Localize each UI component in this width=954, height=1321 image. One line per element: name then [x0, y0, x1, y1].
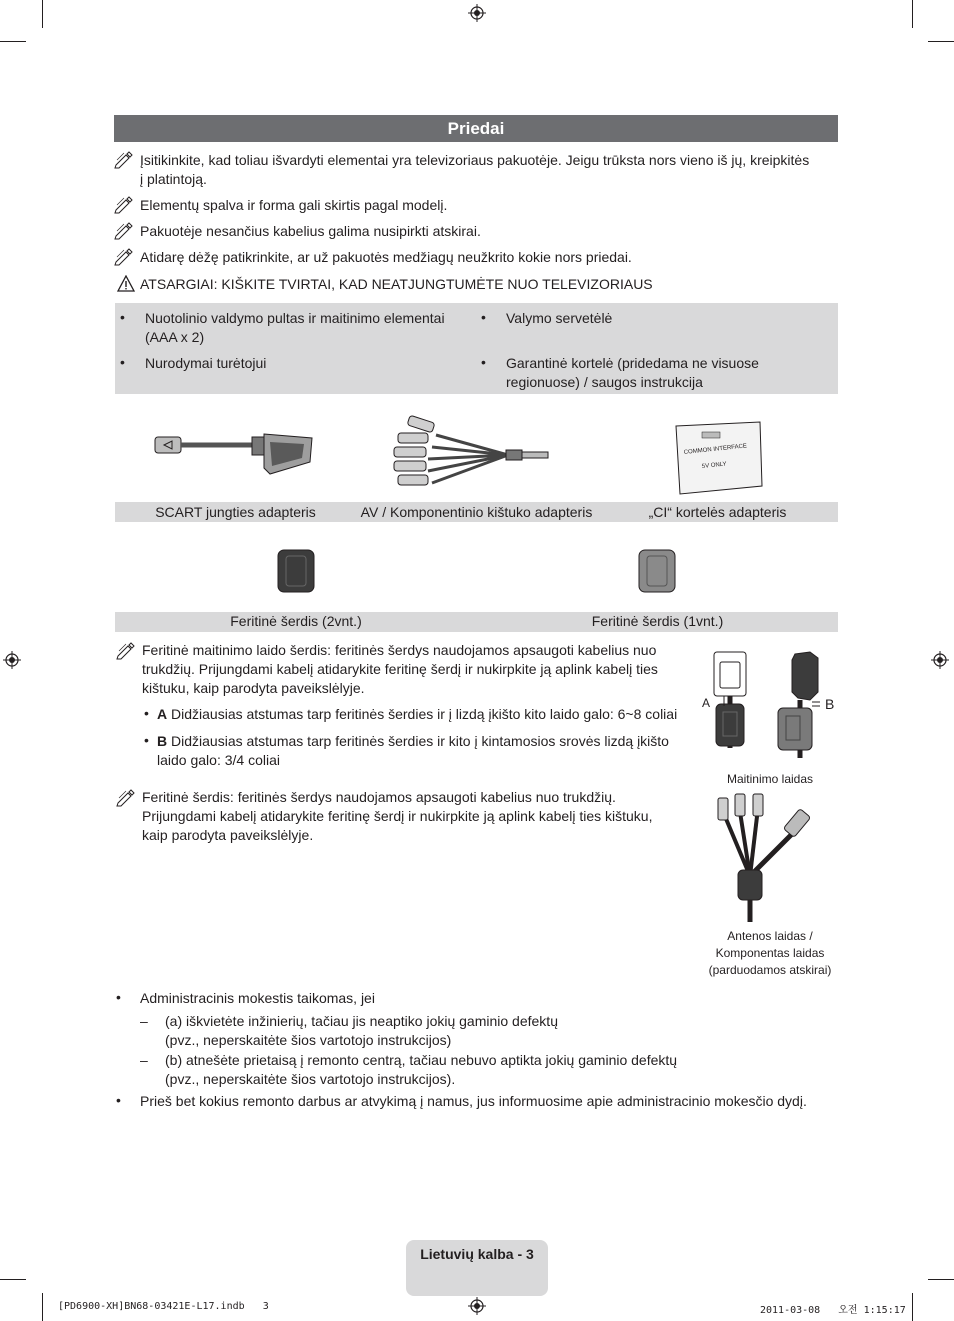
crop-mark — [912, 0, 913, 28]
note-text: Elementų spalva ir forma gali skirtis pagal modelį. — [140, 197, 448, 213]
caution-text: ATSARGIAI: KIŠKITE TVIRTAI, KAD NEATJUNGTUMĖTE NUO TELEVIZORIAUS — [140, 276, 653, 292]
pencil-note-icon — [114, 220, 136, 240]
registration-mark-icon — [468, 1297, 486, 1315]
adapter-caption: AV / Komponentinio kištuko adapteris — [360, 504, 593, 520]
note-text: Įsitikinkite, kad toliau išvardyti elementai yra televizoriaus pakuotėje. Jeigu trūksta nors vieno iš jų, kreipkitės — [140, 152, 810, 168]
bullet: • — [116, 989, 121, 1005]
warning-triangle-icon — [117, 275, 135, 292]
ferrite-note-line: kaip parodyta paveikslėlyje. — [142, 827, 314, 843]
fees-item — [165, 1051, 677, 1089]
bullet: • — [481, 354, 486, 370]
ferrite-note-line: Feritinė maitinimo laido šerdis: feritinės šerdys naudojamos apsaugoti kabelius nuo — [142, 642, 657, 658]
fees-closing: Prieš bet kokius remonto darbus ar atvykimą į namus, jus informuosime apie administracinio mokesčio dydį. — [140, 1093, 807, 1109]
crop-mark — [928, 41, 954, 42]
contents-item — [145, 309, 445, 347]
adapter-caption: „CI“ kortelės adapteris — [648, 504, 787, 520]
imprint-left: [PD6900-XH]BN68-03421E-L17.indb 3 — [58, 1301, 269, 1312]
ferrite-note-line: Feritinė šerdis: feritinės šerdys naudojamos apsaugoti kabelius nuo trukdžių. — [142, 789, 616, 805]
note-text: Atidarę dėžę patikrinkite, ar už pakuotės medžiagų neužkrito kokie nors priedai. — [140, 249, 632, 265]
bullet: • — [144, 732, 149, 748]
crop-mark — [0, 41, 26, 42]
pencil-note-icon — [116, 640, 138, 660]
note-item — [114, 222, 838, 242]
crop-mark — [928, 1279, 954, 1280]
dash: – — [140, 1052, 148, 1068]
registration-mark-icon — [468, 4, 486, 22]
antenna-cable-caption — [690, 928, 850, 979]
figure-label-b: B — [825, 696, 835, 712]
contents-item-line: Nuotolinio valdymo pultas ir maitinimo elementai — [145, 310, 445, 326]
ferrite-note-line: Prijungdami kabelį atidarykite feritinę šerdį ir nukirpkite ją aplink kabelį ties kištuku, — [142, 808, 653, 824]
antenna-caption-line: Antenos laidas / — [727, 929, 813, 943]
ferrite-note — [142, 641, 658, 698]
figure-label-a: A — [702, 696, 711, 710]
contents-item: Nurodymai turėtojui — [145, 355, 267, 371]
adapter-caption: SCART jungties adapteris — [155, 504, 316, 520]
ferrite-note-2 — [142, 788, 652, 845]
crop-mark — [912, 1293, 913, 1321]
section-title: Priedai — [114, 115, 838, 142]
ferrite-item-a — [157, 705, 677, 724]
ci-card-adapter-image — [672, 418, 764, 498]
pencil-note-icon — [114, 149, 136, 169]
core-caption: Feritinė šerdis (2vnt.) — [230, 613, 362, 629]
scart-adapter-image — [152, 428, 322, 478]
bullet: • — [116, 1092, 121, 1108]
ferrite-item-text: Didžiausias atstumas tarp feritinės šerdies ir kito į kintamosios srovės lizdą įkišto — [171, 733, 669, 749]
pencil-note-icon — [114, 246, 136, 266]
pencil-note-icon — [116, 787, 138, 807]
note-item — [114, 151, 838, 191]
ferrite-note-line: kištuku, kaip parodyta paveikslėlyje. — [142, 680, 365, 696]
bullet: • — [481, 309, 486, 325]
fees-item — [165, 1012, 558, 1050]
antenna-caption-line: (parduodamos atskirai) — [708, 963, 832, 977]
power-cord-figure — [700, 648, 840, 770]
contents-item-line: regionuose) / saugos instrukcija — [506, 374, 703, 390]
ferrite-core-grey-image — [637, 548, 677, 594]
pencil-note-icon — [114, 194, 136, 214]
fees-item-line: (pvz., neperskaitėte šios vartotojo instrukcijos) — [165, 1032, 452, 1048]
ferrite-item-b — [157, 732, 669, 770]
ferrite-item-text: Didžiausias atstumas tarp feritinės šerdies ir į lizdą įkišto kito laido galo: 6~8 coliai — [171, 706, 678, 722]
fees-item-line: (pvz., neperskaitėte šios vartotojo instrukcijos). — [165, 1071, 456, 1087]
fees-item-line: (b) atnešėte prietaisą į remonto centrą, tačiau nebuvo aptikta jokių gaminio defektų — [165, 1052, 678, 1068]
ci-card-label: 5V ONLY — [701, 461, 727, 470]
dash: – — [140, 1013, 148, 1029]
ferrite-item-label: B — [157, 733, 168, 749]
crop-mark — [42, 0, 43, 28]
power-cord-caption: Maitinimo laidas — [726, 772, 814, 786]
antenna-caption-line: Komponentas laidas — [715, 946, 825, 960]
note-text: Pakuotėje nesančius kabelius galima nusipirkti atskirai. — [140, 223, 481, 239]
crop-mark — [0, 1279, 26, 1280]
bullet: • — [120, 354, 125, 370]
note-item — [114, 196, 838, 216]
page-number: Lietuvių kalba - 3 — [420, 1246, 534, 1262]
bullet: • — [144, 705, 149, 721]
core-caption: Feritinė šerdis (1vnt.) — [591, 613, 724, 629]
ferrite-item-text: laido galo: 3/4 coliai — [157, 752, 280, 768]
contents-item-line: Garantinė kortelė (pridedama ne visuose — [506, 355, 759, 371]
fees-item-line: (a) iškvietėte inžinierių, tačiau jis neaptiko jokių gaminio defektų — [165, 1013, 558, 1029]
ferrite-item-label: A — [157, 706, 168, 722]
av-component-adapter-image — [388, 415, 563, 495]
imprint-right: 2011-03-08 오전 1:15:17 — [760, 1305, 906, 1316]
antenna-cable-figure — [712, 792, 824, 926]
registration-mark-icon — [931, 651, 949, 669]
contents-item-line: (AAA x 2) — [145, 329, 205, 345]
bullet: • — [120, 309, 125, 325]
fees-intro: Administracinis mokestis taikomas, jei — [140, 990, 375, 1006]
crop-mark — [42, 1293, 43, 1321]
contents-item: Valymo servetėlė — [506, 310, 613, 326]
registration-mark-icon — [3, 651, 21, 669]
ci-card-label: COMMON INTERFACE — [683, 443, 748, 456]
contents-item — [506, 354, 759, 392]
note-item — [114, 248, 838, 268]
note-text: į platintoją. — [140, 171, 207, 187]
ferrite-core-dark-image — [276, 548, 316, 594]
ferrite-note-line: trukdžių. Prijungdami kabelį atidarykite feritinę šerdį ir nukirpkite ją aplink kabelį ties — [142, 661, 658, 677]
